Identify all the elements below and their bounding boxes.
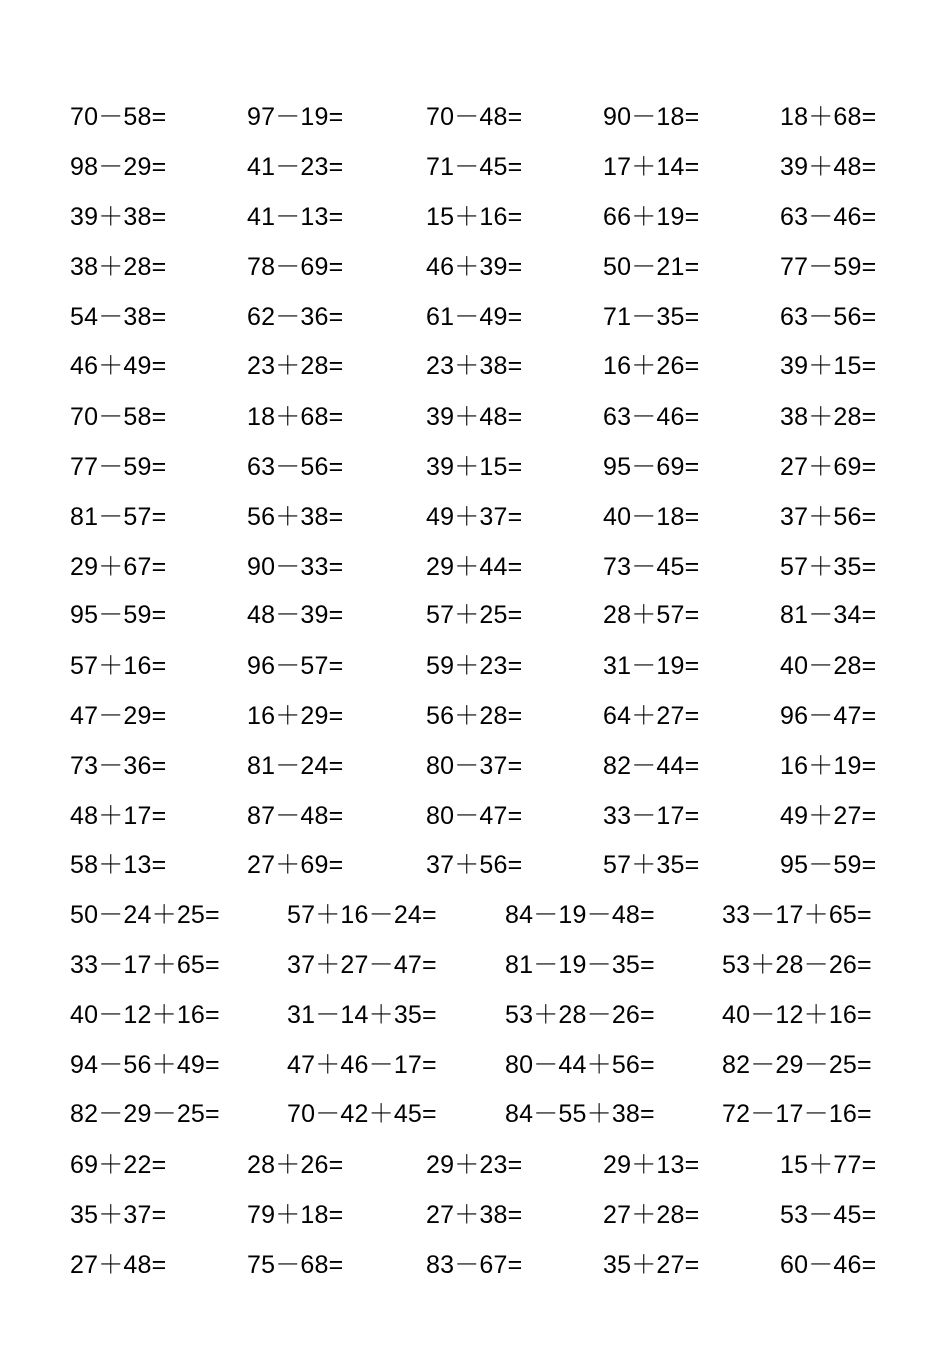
math-problem: 38＋28=	[780, 403, 877, 431]
math-problem: 39＋38=	[70, 203, 167, 231]
math-problem: 97－19=	[247, 103, 344, 131]
math-problem: 49＋37=	[426, 503, 523, 531]
problem-row	[0, 297, 950, 337]
math-problem: 16＋26=	[603, 352, 700, 380]
math-problem: 56＋28=	[426, 702, 523, 730]
math-problem: 39＋15=	[426, 453, 523, 481]
math-problem: 70－48=	[426, 103, 523, 131]
math-problem: 50－24＋25=	[70, 901, 220, 929]
math-problem: 35＋37=	[70, 1201, 167, 1229]
math-problem: 47＋46－17=	[287, 1051, 437, 1079]
math-problem: 40－12＋16=	[722, 1001, 872, 1029]
math-problem: 41－23=	[247, 153, 344, 181]
math-problem: 29＋67=	[70, 553, 167, 581]
math-problem: 33－17＋65=	[70, 951, 220, 979]
math-problem: 50－21=	[603, 253, 700, 281]
math-problem: 29＋13=	[603, 1151, 700, 1179]
math-problem: 73－45=	[603, 553, 700, 581]
math-problem: 31－19=	[603, 652, 700, 680]
problem-row	[0, 646, 950, 686]
math-problem: 96－47=	[780, 702, 877, 730]
math-problem: 56＋38=	[247, 503, 344, 531]
math-problem: 23＋38=	[426, 352, 523, 380]
math-problem: 58＋13=	[70, 851, 167, 879]
math-problem: 53－45=	[780, 1201, 877, 1229]
math-problem: 95－59=	[780, 851, 877, 879]
problem-row	[0, 1045, 950, 1085]
math-problem: 57＋25=	[426, 601, 523, 629]
math-problem: 98－29=	[70, 153, 167, 181]
problem-row	[0, 197, 950, 237]
math-problem: 17＋14=	[603, 153, 700, 181]
math-problem: 71－45=	[426, 153, 523, 181]
math-problem: 46＋39=	[426, 253, 523, 281]
math-problem: 75－68=	[247, 1251, 344, 1279]
math-problem: 29＋23=	[426, 1151, 523, 1179]
math-problem: 15＋77=	[780, 1151, 877, 1179]
math-problem: 41－13=	[247, 203, 344, 231]
math-problem: 57＋35=	[603, 851, 700, 879]
math-problem: 27＋48=	[70, 1251, 167, 1279]
math-problem: 39＋48=	[426, 403, 523, 431]
math-problem: 59＋23=	[426, 652, 523, 680]
math-problem: 87－48=	[247, 802, 344, 830]
problem-row	[0, 1094, 950, 1134]
math-problem: 83－67=	[426, 1251, 523, 1279]
problem-row	[0, 1145, 950, 1185]
math-problem: 40－18=	[603, 503, 700, 531]
math-problem: 80－44＋56=	[505, 1051, 655, 1079]
math-problem: 46＋49=	[70, 352, 167, 380]
math-problem: 82－44=	[603, 752, 700, 780]
problem-row	[0, 346, 950, 386]
math-problem: 80－37=	[426, 752, 523, 780]
math-problem: 71－35=	[603, 303, 700, 331]
math-problem: 27＋38=	[426, 1201, 523, 1229]
math-problem: 27＋28=	[603, 1201, 700, 1229]
problem-row	[0, 547, 950, 587]
problem-row	[0, 895, 950, 935]
math-problem: 29＋44=	[426, 553, 523, 581]
math-problem: 57＋35=	[780, 553, 877, 581]
math-problem: 69＋22=	[70, 1151, 167, 1179]
math-problem: 96－57=	[247, 652, 344, 680]
problem-row	[0, 696, 950, 736]
problem-row	[0, 796, 950, 836]
math-problem: 27＋69=	[247, 851, 344, 879]
math-problem: 84－19－48=	[505, 901, 655, 929]
math-problem: 54－38=	[70, 303, 167, 331]
math-problem: 37＋56=	[426, 851, 523, 879]
math-problem: 53＋28－26=	[722, 951, 872, 979]
math-problem: 72－17－16=	[722, 1100, 872, 1128]
math-problem: 78－69=	[247, 253, 344, 281]
math-problem: 80－47=	[426, 802, 523, 830]
problem-row	[0, 1245, 950, 1285]
math-problem: 79＋18=	[247, 1201, 344, 1229]
math-problem: 57＋16－24=	[287, 901, 437, 929]
math-problem: 61－49=	[426, 303, 523, 331]
math-problem: 39＋15=	[780, 352, 877, 380]
problem-row	[0, 397, 950, 437]
math-problem: 70－58=	[70, 103, 167, 131]
math-problem: 37＋27－47=	[287, 951, 437, 979]
math-problem: 37＋56=	[780, 503, 877, 531]
math-problem: 82－29－25=	[70, 1100, 220, 1128]
math-problem: 39＋48=	[780, 153, 877, 181]
math-problem: 33－17＋65=	[722, 901, 872, 929]
problem-row	[0, 247, 950, 287]
problem-row	[0, 945, 950, 985]
math-problem: 81－19－35=	[505, 951, 655, 979]
math-problem: 40－28=	[780, 652, 877, 680]
math-problem: 66＋19=	[603, 203, 700, 231]
math-problem: 48－39=	[247, 601, 344, 629]
math-problem: 95－69=	[603, 453, 700, 481]
math-problem: 63－46=	[780, 203, 877, 231]
problem-row	[0, 995, 950, 1035]
math-problem: 90－33=	[247, 553, 344, 581]
problem-row	[0, 447, 950, 487]
math-problem: 82－29－25=	[722, 1051, 872, 1079]
math-problem: 18＋68=	[247, 403, 344, 431]
math-problem: 15＋16=	[426, 203, 523, 231]
math-problem: 63－56=	[247, 453, 344, 481]
math-problem: 40－12＋16=	[70, 1001, 220, 1029]
math-problem: 47－29=	[70, 702, 167, 730]
math-problem: 62－36=	[247, 303, 344, 331]
math-problem: 31－14＋35=	[287, 1001, 437, 1029]
problem-row	[0, 1195, 950, 1235]
math-problem: 57＋16=	[70, 652, 167, 680]
math-problem: 95－59=	[70, 601, 167, 629]
math-problem: 77－59=	[70, 453, 167, 481]
math-problem: 64＋27=	[603, 702, 700, 730]
math-problem: 94－56＋49=	[70, 1051, 220, 1079]
math-problem: 48＋17=	[70, 802, 167, 830]
math-problem: 81－24=	[247, 752, 344, 780]
math-problem: 70－42＋45=	[287, 1100, 437, 1128]
math-problem: 38＋28=	[70, 253, 167, 281]
math-problem: 23＋28=	[247, 352, 344, 380]
math-problem: 84－55＋38=	[505, 1100, 655, 1128]
math-problem: 35＋27=	[603, 1251, 700, 1279]
math-problem: 70－58=	[70, 403, 167, 431]
problem-row	[0, 595, 950, 635]
math-problem: 63－56=	[780, 303, 877, 331]
math-problem: 73－36=	[70, 752, 167, 780]
math-problem: 16＋19=	[780, 752, 877, 780]
problem-row	[0, 845, 950, 885]
math-problem: 28＋26=	[247, 1151, 344, 1179]
math-problem: 27＋69=	[780, 453, 877, 481]
math-problem: 81－34=	[780, 601, 877, 629]
math-problem: 77－59=	[780, 253, 877, 281]
problem-row	[0, 97, 950, 137]
problem-row	[0, 746, 950, 786]
math-problem: 16＋29=	[247, 702, 344, 730]
math-problem: 63－46=	[603, 403, 700, 431]
math-problem: 81－57=	[70, 503, 167, 531]
math-problem: 49＋27=	[780, 802, 877, 830]
math-problem: 53＋28－26=	[505, 1001, 655, 1029]
math-problem: 28＋57=	[603, 601, 700, 629]
math-problem: 60－46=	[780, 1251, 877, 1279]
problem-row	[0, 147, 950, 187]
problem-row	[0, 497, 950, 537]
math-problem: 33－17=	[603, 802, 700, 830]
math-problem: 18＋68=	[780, 103, 877, 131]
math-problem: 90－18=	[603, 103, 700, 131]
